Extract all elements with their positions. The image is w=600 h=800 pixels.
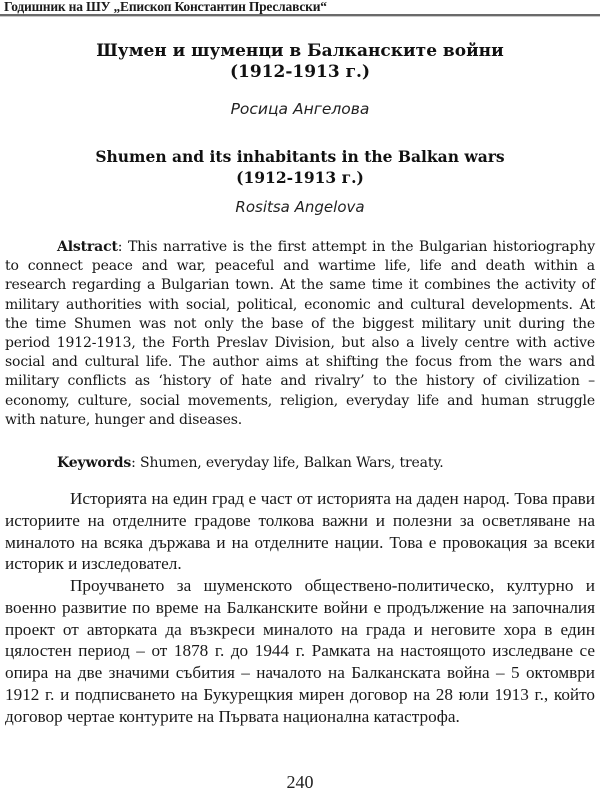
english-author: Rositsa Angelova [235, 198, 365, 216]
abstract-text: : This narrative is the first attempt in the Bulgarian historiography to connect peace and war, peaceful and wartime life, life and death within a research regarding a Bulgarian town. At the same time it combines the activity of military authorities with social, political, economic and cultural developments. At the time Shumen was not only the base of the biggest military unit during the period 1912-1913, the Forth Preslav Division, but also a lively centre with active social and cultural life. The author aims at shifting the focus from the wars and military conflicts as ‘history of hate and rivalry’ to the history of civilization – economy, culture, social movements, religion, everyday life and human struggle with nature, hunger and diseases. [5, 239, 595, 428]
page-number: 240 [286, 772, 314, 792]
header-rule [0, 14, 600, 17]
abstract-label: Alstract [57, 239, 118, 255]
english-title [0, 146, 600, 188]
english-title-line2: (1912-1913 г.) [236, 168, 364, 187]
abstract-paragraph [5, 238, 595, 430]
body-paragraph [5, 488, 595, 575]
body-paragraph-text: Историята на един град е част от историята на даден народ. Това прави историите на отделните градове толкова важни и полезни за осветляване на миналото на всяка държава и на отделните нации. Това е провокация за всеки историк и изследовател. [5, 489, 595, 574]
bulgarian-title [0, 41, 600, 83]
keywords-label: Keywords [57, 455, 132, 471]
running-header: Годишник на ШУ „Епископ Константин Преславски“ [4, 0, 327, 14]
body-paragraph [5, 575, 595, 728]
keywords-line [57, 455, 597, 471]
bulgarian-author: Росица Ангелова [230, 100, 370, 118]
bulgarian-title-line1: Шумен и шуменци в Балканските войни [96, 41, 504, 61]
keywords-text: : Shumen, everyday life, Balkan Wars, treaty. [131, 455, 444, 471]
body-paragraph-text: Проучването за шуменското обществено-политическо, културно и военно развитие по време на Балканските войни е продължение на започналия проект от авторката да възкреси миналото на града и неговите хора в един цялостен период – от 1878 г. до 1944 г. Рамката на настоящото изследване се опира на две значими събития – началото на Балканската война – 5 октомври 1912 г. и подписването на Букурещкия мирен договор на 28 юли 1913 г., който договор чертае контурите на Първата национална катастрофа. [5, 576, 595, 726]
english-title-line1: Shumen and its inhabitants in the Balkan wars [95, 147, 505, 166]
bulgarian-title-line2: (1912-1913 г.) [229, 62, 371, 82]
